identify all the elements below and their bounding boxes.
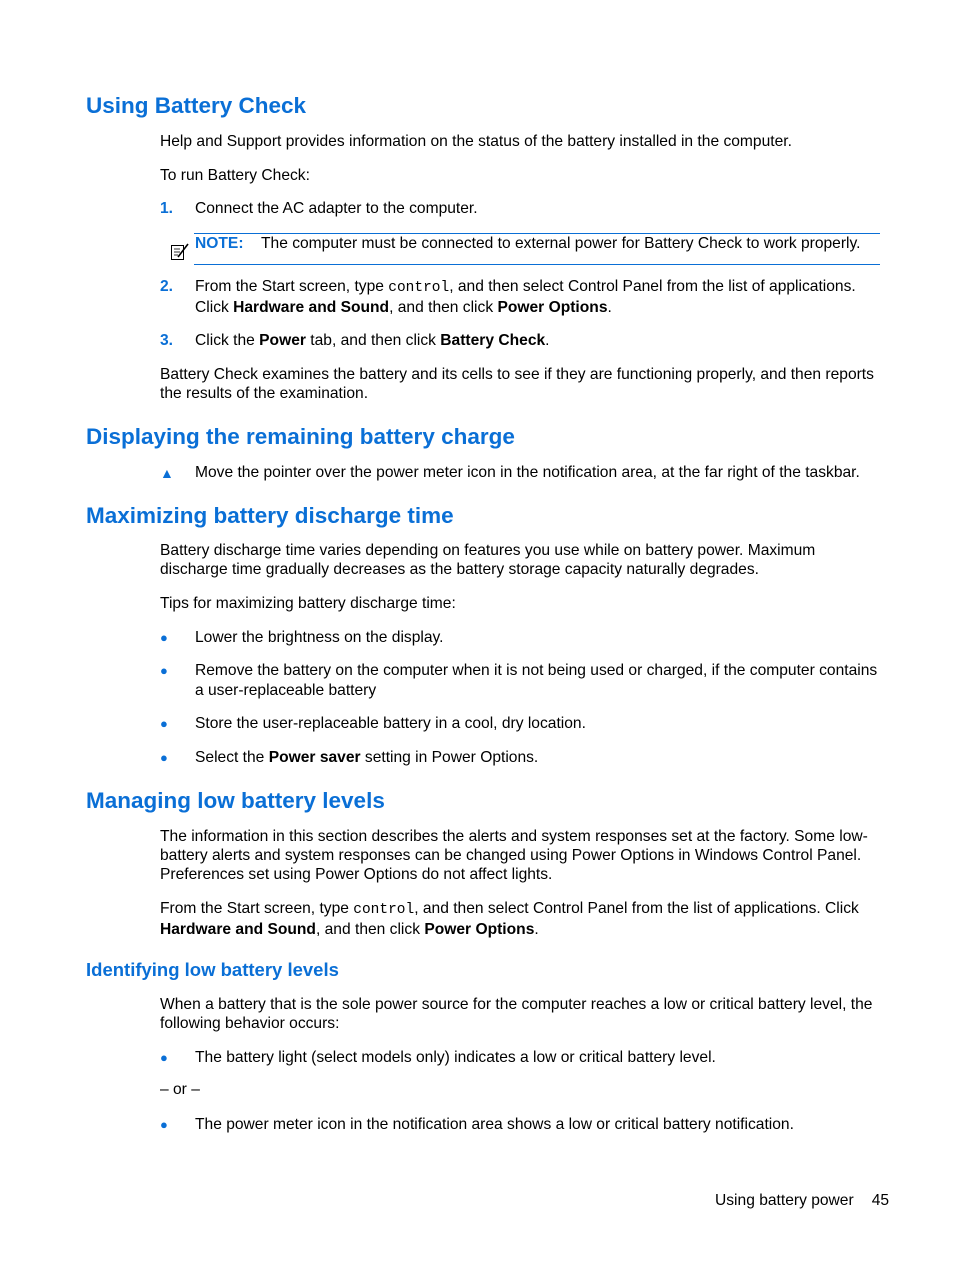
section-heading-maximizing: Maximizing battery discharge time	[86, 503, 454, 528]
footer-section-title: Using battery power	[715, 1192, 854, 1209]
page-number: 45	[871, 1192, 890, 1209]
list-item	[160, 1048, 882, 1068]
list-item-text: Select the Power saver setting in Power Options.	[195, 749, 539, 766]
list-item-text: Lower the brightness on the display.	[195, 629, 444, 646]
code-control: control	[353, 902, 415, 918]
bullet-icon: ●	[160, 716, 168, 731]
step-text: Click the Power tab, and then click Battery Check.	[195, 332, 550, 349]
step-3	[160, 331, 882, 351]
battery-check-run-label: To run Battery Check:	[160, 167, 310, 184]
step-2	[160, 277, 882, 318]
list-item-text: The battery light (select models only) indicates a low or critical battery level.	[195, 1049, 716, 1066]
bullet-icon: ●	[160, 1117, 168, 1132]
managing-start-instructions: From the Start screen, type control, and then select Control Panel from the list of applications. Click Hardware and Sound, and then click Power Options.	[160, 900, 859, 938]
list-item-text: Store the user-replaceable battery in a cool, dry location.	[195, 715, 586, 732]
list-item-text: Remove the battery on the computer when it is not being used or charged, if the computer contains a user-replaceable battery	[195, 662, 878, 699]
list-item	[160, 661, 882, 701]
step-number: 3.	[160, 332, 174, 349]
maximizing-intro: Battery discharge time varies depending on features you use while on battery power. Maximum discharge time gradually decreases as the battery storage capacity naturally degrades.	[160, 542, 816, 578]
bullet-icon: ●	[160, 663, 168, 678]
list-item	[160, 463, 882, 483]
note-box	[194, 233, 880, 265]
page-footer	[715, 1192, 889, 1210]
list-item	[160, 1115, 882, 1135]
note-label: NOTE:	[195, 235, 244, 252]
bullet-icon: ●	[160, 750, 168, 765]
tips-label: Tips for maximizing battery discharge time:	[160, 595, 456, 612]
list-item	[160, 628, 882, 648]
battery-check-summary: Battery Check examines the battery and its cells to see if they are functioning properly, and then reports the results of the examination.	[160, 366, 874, 402]
section-heading-remaining: Displaying the remaining battery charge	[86, 424, 515, 449]
bullet-icon: ●	[160, 1050, 168, 1065]
step-text: From the Start screen, type control, and then select Control Panel from the list of applications. Click Hardware and Sound, and then click Power Options.	[195, 278, 856, 316]
step-text: Connect the AC adapter to the computer.	[195, 200, 478, 217]
section-heading-battery-check: Using Battery Check	[86, 93, 307, 118]
battery-check-intro: Help and Support provides information on the status of the battery installed in the computer.	[160, 133, 792, 150]
step-1	[160, 199, 882, 219]
list-item-text: The power meter icon in the notification area shows a low or critical battery notification.	[195, 1116, 794, 1133]
identifying-intro: When a battery that is the sole power source for the computer reaches a low or critical battery level, the following behavior occurs:	[160, 996, 873, 1032]
triangle-bullet-icon: ▲	[160, 465, 174, 481]
note-text: The computer must be connected to external power for Battery Check to work properly.	[261, 235, 861, 252]
subsection-heading-identifying: Identifying low battery levels	[86, 959, 339, 980]
note-pencil-icon	[170, 242, 190, 262]
list-item	[160, 748, 882, 768]
list-item-text: Move the pointer over the power meter icon in the notification area, at the far right of the taskbar.	[195, 464, 860, 481]
bullet-icon: ●	[160, 630, 168, 645]
list-item	[160, 714, 882, 734]
step-number: 1.	[160, 200, 174, 217]
managing-intro: The information in this section describes the alerts and system responses set at the factory. Some low-battery alerts and system responses can be changed using Power Options in Windows Control Panel. Preferences set using Power Options do not affect lights.	[160, 828, 868, 883]
code-control: control	[388, 280, 450, 296]
step-number: 2.	[160, 278, 174, 295]
or-separator: – or –	[160, 1081, 200, 1098]
section-heading-managing: Managing low battery levels	[86, 788, 385, 813]
